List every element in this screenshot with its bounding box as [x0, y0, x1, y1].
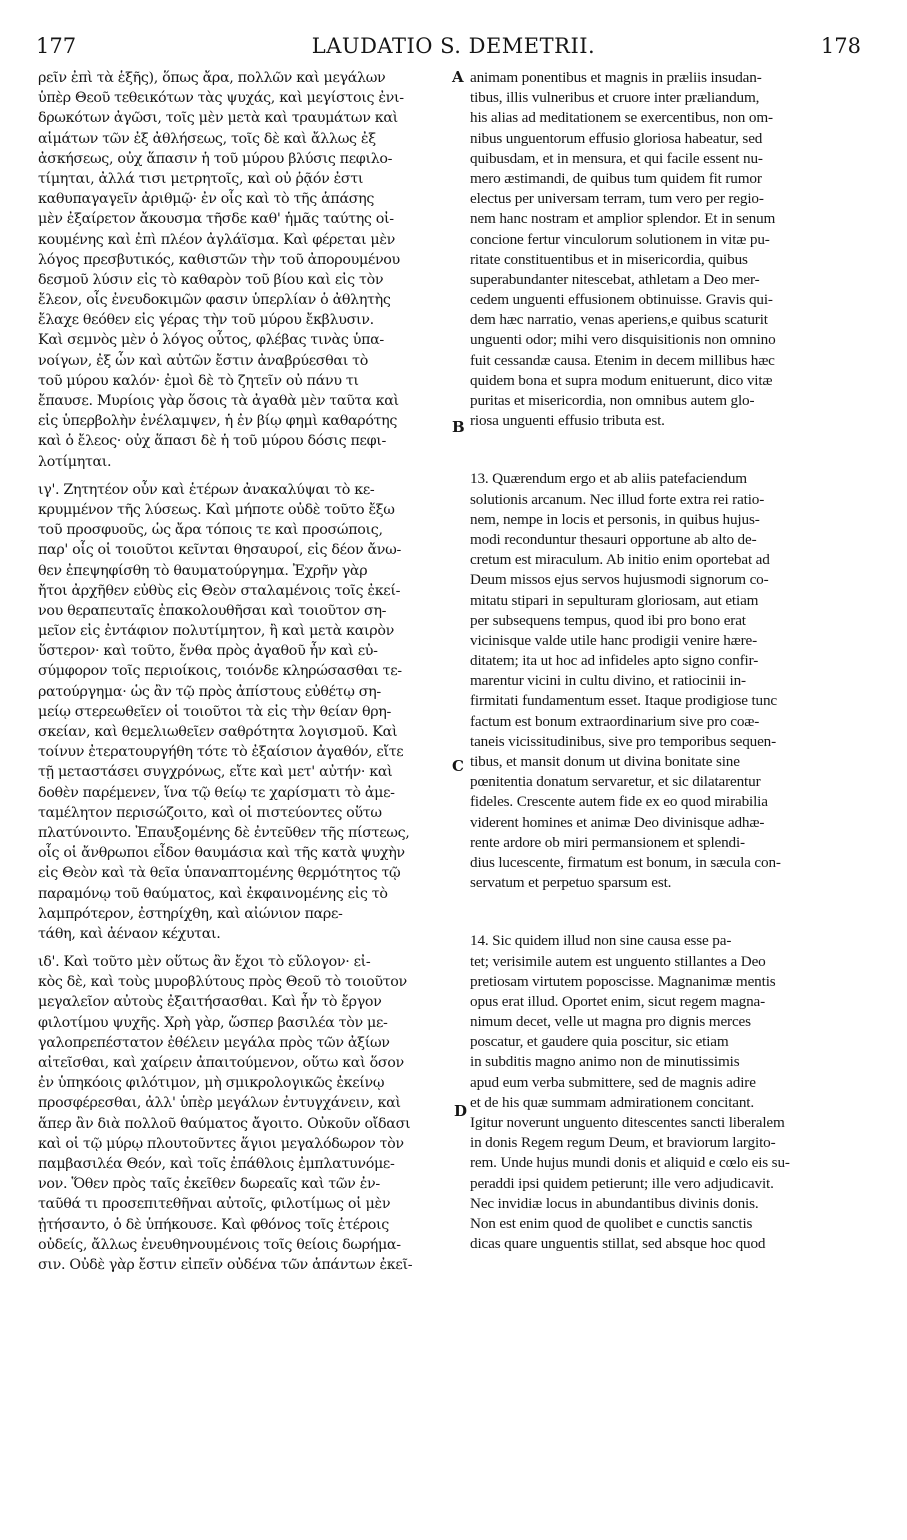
greek-text-line: τοῦ προσφυοῦς, ὡς ἄρα τόποις τε καὶ προσώποις,: [38, 522, 383, 539]
greek-text-line: ταῦθά τι προσεπιτεθῆναι αὐτοῖς, φιλοτίμως οἱ μὲν: [38, 1196, 391, 1213]
latin-text-line: solutionis arcanum. Nec illud forte extra rei ratio-: [470, 490, 765, 508]
latin-text-line: per subsequens tempus, quod ibi pro bono erat: [470, 611, 746, 629]
greek-text-line: καθυπαγαγεῖν ἀριθμῷ· ἐν οἷς καὶ τὸ τῆς ἁπάσης: [38, 191, 375, 208]
greek-text-line: ὑπὲρ Θεοῦ τεθεικότων τὰς ψυχάς, καὶ μεγίστοις ἐνι-: [38, 90, 404, 107]
greek-text-line: αἱμάτων τῶν ἐξ ἀθλήσεως, τοῖς δὲ καὶ ἄλλως ἐξ: [38, 130, 376, 147]
latin-column: [470, 68, 870, 1528]
latin-text-line: quidem bona et supra modum enituerunt, dico vitæ: [470, 371, 773, 389]
margin-marker-d: D: [454, 1102, 468, 1120]
greek-text-line: δοθὲν παρέμενεν, ἵνα τῷ θείῳ τε χαρίσματι τὸ ἀμε-: [38, 784, 395, 801]
latin-text-line: Nec invidiæ locus in abundantibus divinis donis.: [470, 1194, 759, 1212]
latin-text-line: his alias ad meditationem se exercentibus, non om-: [470, 109, 773, 127]
latin-text-line: nem hanc nostram et amplior splendor. Et in senum: [470, 210, 776, 228]
latin-text-line: cretum est miraculum. Ab initio enim oportebat ad: [470, 551, 770, 569]
greek-text-line: ὕστερον· καὶ τοῦτο, ἔνθα πρὸς ἀγαθοῦ ἦν καὶ εὐ-: [38, 643, 378, 660]
greek-text-line: Καὶ σεμνὸς μὲν ὁ λόγος οὗτος, φλέβας τινὰς ὑπα-: [38, 332, 384, 349]
greek-text-line: ιδ'. Καὶ τοῦτο μὲν οὕτως ἂν ἔχοι τὸ εὔλογον· εἰ-: [38, 954, 371, 971]
greek-text-line: νον. Ὅθεν πρὸς ταῖς ἐκεῖθεν δωρεαῖς καὶ τῶν ἐν-: [38, 1176, 380, 1193]
margin-marker-b: B: [452, 418, 465, 436]
latin-text-line: poscatur, et gaudere quia poscitur, sic etiam: [470, 1033, 729, 1051]
latin-paragraph-13: [470, 469, 870, 893]
page-number-left: 177: [36, 34, 77, 58]
greek-text-line: κουμένης καὶ ἐπὶ πλέον ἀγλάϊσμα. Καὶ φέρεται μὲν: [38, 231, 396, 248]
latin-text-line: fideles. Crescente autem fide ex eo quod mirabilia: [470, 793, 768, 811]
latin-text-line: concione fertur vinculorum solutionem in vitæ pu-: [470, 230, 770, 248]
latin-text-line: riosa unguenti effusio tributa est.: [470, 412, 665, 430]
latin-text-line: in donis Regem regum Deum, et braviorum largito-: [470, 1134, 776, 1152]
greek-text-line: παρ' οἷς οἱ τοιοῦτοι κεῖνται θησαυροί, εἰς δέον ἄνω-: [38, 542, 401, 559]
latin-text-line: nibus unguentorum effusio gloriosa habeatur, sed: [470, 129, 763, 147]
greek-text-line: ρεῖν ἐπὶ τὰ ἑξῆς), ὅπως ἄρα, πολλῶν καὶ μεγάλων: [38, 70, 386, 86]
latin-text-line: mitatu stipari in sepulturam gloriosam, aut etiam: [470, 591, 759, 609]
greek-text-line: λόγος πρεσβυτικός, καθιστῶν τὴν τοῦ ἀπορουμένου: [38, 251, 400, 268]
greek-column: [38, 68, 458, 1528]
running-header: [0, 30, 907, 64]
latin-text-line: tibus, illis vulneribus et cruore inter præliandum,: [470, 89, 760, 107]
latin-text-line: 13. Quærendum ergo et ab aliis patefaciendum: [470, 470, 747, 488]
latin-text-line: cedem unguenti effusionem obtinuisse. Gravis qui-: [470, 291, 773, 309]
latin-text-line: tet; verisimile autem est unguento stillantes a Deo: [470, 952, 766, 970]
greek-text-line: καὶ οἱ τῷ μύρῳ πλουτοῦντες ἅγιοι μεγαλόδωρον τὸν: [38, 1135, 404, 1152]
latin-text-line: superabundanter nitescebat, athletam a Deo mer-: [470, 270, 760, 288]
latin-text-line: puritas et misericordia, non omnibus autem glo-: [470, 392, 755, 409]
latin-text-line: dius lucescente, firmatum est bonum, in sæcula con-: [470, 853, 781, 871]
greek-text-line: εἰς Θεὸν καὶ τὰ θεῖα ὑπαναπτομένης θερμότητος τῷ: [38, 865, 401, 882]
greek-text-line: προσφέρεσθαι, ἀλλ' ὑπὲρ μεγάλων ἐντυγχάνειν, καὶ: [38, 1095, 401, 1112]
latin-text-line: servatum et perpetuo sparsum est.: [470, 874, 672, 892]
greek-text-line: θεν ἐπεψηφίσθη τὸ θαυματούργημα. Ἐχρῆν γὰρ: [38, 562, 368, 579]
latin-text-line: viderent homines et animæ Deo divinisque adhæ-: [470, 813, 765, 831]
greek-text-line: ἀσκήσεως, οὐχ ἅπασιν ἡ τοῦ μύρου βλύσις πεφιλο-: [38, 150, 393, 167]
latin-text-line: ditatem; ita ut hoc ad infideles apto signo confir-: [470, 652, 759, 670]
latin-text-line: unguenti odor; mihi vero disquisitionis non omnino: [470, 331, 776, 349]
greek-text-line: νου θεραπευταῖς ἐπακολουθῆσαι καὶ τοιοῦτον ση-: [38, 602, 387, 619]
greek-text-line: κρυμμένον τῆς λύσεως. Καὶ μήποτε οὐδὲ τοῦτο ἔξω: [38, 501, 395, 518]
latin-text-line: rem. Unde hujus mundi donis et aliquid e cœlo eis su-: [470, 1154, 790, 1172]
latin-text-line: opus erat illud. Oportet enim, sicut regem magna-: [470, 992, 766, 1010]
greek-text-line: σύμφορον τοῖς περιοίκοις, τοιόνδε κληρώσασθαι τε-: [38, 663, 402, 680]
greek-text-line: ιγ'. Ζητητέον οὖν καὶ ἑτέρων ἀνακαλύψαι τὸ κε-: [38, 481, 375, 498]
greek-text-line: νοίγων, ἐξ ὧν καὶ αὐτῶν ἔστιν ἀναβρύεσθαι τὸ: [38, 352, 369, 369]
margin-marker-a: A: [452, 68, 464, 86]
latin-text-line: et de his quæ summam admirationem concitant.: [470, 1093, 755, 1111]
greek-text-line: οὐδείς, ἄλλως ἐνευθηνουμένοις τοῖς θείοις δωρήμα-: [38, 1236, 401, 1253]
latin-paragraph-14: [470, 931, 870, 1254]
greek-text-line: πλατύνοιντο. Ἐπαυξομένης δὲ ἐντεῦθεν τῆς πίστεως,: [38, 824, 410, 841]
latin-text-line: modi reconduntur thesauri opportune ab alto de-: [470, 530, 757, 548]
greek-text-line: ἔλαχε θεόθεν εἰς γέρας τὴν τοῦ μύρου ἔκβλυσιν.: [38, 312, 374, 329]
greek-text-line: ρατούργημα· ὡς ἂν τῷ πρὸς ἀπίστους εὐθέτῳ ση-: [38, 683, 381, 700]
greek-text-line: παμβασιλέα Θεόν, καὶ τοῖς ἐπάθλοις ἐμπλατυνόμε-: [38, 1155, 395, 1172]
latin-text-line: quibusdam, et in mensura, et qui facile essent nu-: [470, 149, 763, 167]
latin-text-line: vicinisque valde utile hanc prodigii venire hære-: [470, 631, 758, 649]
latin-text-line: nimum decet, velle ut magna pro dignis merces: [470, 1013, 751, 1031]
latin-text-line: mero æstimandi, de quibus tum quidem fit rumor: [470, 169, 762, 187]
latin-text-line: Deum missos ejus servos hujusmodi signorum co-: [470, 571, 769, 589]
latin-text-line: nem, nempe in locis et personis, in quibus hujus-: [470, 510, 760, 528]
latin-text-line: in subditis magno animo non de minutissimis: [470, 1053, 740, 1071]
latin-text-line: tibus, et mansit donum ut divina bonitate sine: [470, 753, 740, 770]
greek-text-line: λοτίμηται.: [38, 453, 112, 470]
latin-text-line: 14. Sic quidem illud non sine causa esse pa-: [470, 932, 732, 950]
latin-text-line: apud eum verba submittere, sed de magnis adire: [470, 1073, 756, 1091]
greek-text-line: φιλοτίμου ψυχῆς. Χρὴ γὰρ, ὥσπερ βασιλέα τὸν με-: [38, 1014, 388, 1031]
greek-text-line: ταμέλητον περισώζοιτο, καὶ οἱ πιστεύοντες οὕτω: [38, 804, 382, 821]
latin-paragraph: [470, 68, 870, 431]
greek-text-line: τοίνυν ἐτερατουργήθη τότε τὸ ἐξαίσιον ἀγαθόν, εἴτε: [38, 744, 404, 761]
latin-text-line: marentur vicini in cultu divino, et ratiocinii in-: [470, 672, 746, 690]
greek-text-line: ᾐτήσαντο, ὁ δὲ ὑπήκουσε. Καὶ φθόνος τοῖς ἑτέροις: [38, 1216, 389, 1233]
latin-text-line: pœnitentia donatum servaretur, et sic dilatarentur: [470, 773, 761, 791]
greek-text-line: ἔλεον, οἷς ἐνευδοκιμῶν φασιν ὑπερλίαν ὁ ἀθλητὴς: [38, 292, 391, 309]
latin-text-line: pretiosam virtutem poposcisse. Magnanimæ mentis: [470, 972, 776, 990]
greek-text-line: σιν. Οὐδὲ γὰρ ἔστιν εἰπεῖν οὐδένα τῶν ἁπάντων ἐκεῖ-: [38, 1256, 413, 1273]
latin-text-line: Igitur noverunt unguento ditescentes sancti liberalem: [470, 1114, 785, 1131]
greek-text-line: γαλοπρεπέστατον ἐθέλειν μεγάλα πρὸς τῶν ἀξίων: [38, 1034, 390, 1051]
greek-text-line: εἰς ὑπερβολὴν ἐνέλαμψεν, ἡ ἐν βίῳ φημὶ καθαρότης: [38, 413, 398, 430]
latin-text-line: fuit cessandæ causa. Etenim in decem millibus hæc: [470, 351, 775, 369]
greek-text-line: κὸς δὲ, καὶ τοὺς μυροβλύτους πρὸς Θεοῦ τὸ τοιοῦτον: [38, 974, 407, 991]
greek-text-line: μὲν ἐξαίρετον ἄκουσμα τῆσδε καθ' ἡμᾶς ταύτης οἰ-: [38, 211, 394, 228]
latin-text-line: Non est enim quod de quolibet e cunctis sanctis: [470, 1214, 753, 1232]
greek-text-line: δρωκότων ἀγῶσι, τοῖς μὲν μετὰ καὶ τραυμάτων καὶ: [38, 110, 398, 127]
greek-text-line: παραμόνῳ τοῦ θαύματος, καὶ ἐκφαινομένης εἰς τὸ: [38, 885, 388, 902]
greek-paragraph-13: [38, 480, 458, 944]
latin-text-line: dicas quare unguentis stillat, sed absque hoc quod: [470, 1235, 766, 1253]
greek-text-line: ἅπερ ἂν διὰ πολλοῦ θαύματος ἄγοιτο. Οὐκοῦν οἴδασι: [38, 1115, 411, 1132]
greek-text-line: μείῳ στερεωθεῖεν οἱ τοιοῦτοι τὰ εἰς τὴν θείαν θρη-: [38, 703, 391, 720]
greek-text-line: τοῦ μύρου καλόν· ἐμοὶ δὲ τὸ ζητεῖν οὐ πάνυ τι: [38, 372, 359, 389]
latin-text-line: electus per universam terram, tum vero per regio-: [470, 190, 764, 208]
latin-text-line: dem hæc narratio, venas aperiens,e quibus scaturit: [470, 311, 768, 329]
margin-marker-c: C: [452, 757, 464, 775]
greek-text-line: καὶ ὁ ἔλεος· οὐχ ἅπασι δὲ ἡ τοῦ μύρου δόσις πεφι-: [38, 433, 387, 450]
greek-text-line: δεσμοῦ λύσιν εἰς τὸ καθαρὸν τοῦ βίου καὶ εἰς τὸν: [38, 271, 384, 288]
greek-paragraph-14: [38, 952, 458, 1275]
latin-text-line: factum est bonum extraordinarium sive pro coæ-: [470, 712, 760, 730]
greek-text-line: μεῖον εἰς ἐντάφιον πολυτίμητον, ἢ καὶ μετὰ καιρὸν: [38, 623, 394, 640]
page-number-right: 178: [820, 34, 861, 58]
latin-text-line: ritate constituentibus et in misericordia, quibus: [470, 250, 748, 268]
greek-text-line: σκείαν, καὶ θεμελιωθεῖεν σαθρότητα λογισμοῦ. Καὶ: [38, 724, 398, 740]
greek-text-line: τῇ μεταστάσει συγχρόνως, εἴτε καὶ μετ' αὐτήν· καὶ: [38, 764, 393, 781]
greek-text-line: τίμηται, ἀλλά τισι μετρητοῖς, καὶ οὐ ῥᾷόν ἐστι: [38, 170, 364, 187]
latin-text-line: taneis vicissitudinibus, sive pro temporibus sequen-: [470, 732, 777, 750]
latin-text-line: peraddi ipsi quidem petierunt; ille vero adjudicavit.: [470, 1174, 774, 1192]
latin-text-line: firmitati fundamentum esset. Itaque prodigiose tunc: [470, 692, 777, 710]
latin-text-line: rente ardore ob miri permansionem et splendi-: [470, 833, 745, 851]
greek-paragraph: [38, 68, 458, 472]
greek-text-line: λαμπρότερον, ἐστηρίχθη, καὶ αἰώνιον παρε-: [38, 905, 343, 922]
greek-text-line: τάθη, καὶ ἀέναον κέχυται.: [38, 925, 221, 942]
greek-text-line: αἰτεῖσθαι, καὶ χαίρειν ἀπαιτούμενον, οὕτω καὶ ὅσον: [38, 1055, 404, 1071]
greek-text-line: ἔπαυσε. Μυρίοις γὰρ ὅσοις τὰ ἀγαθὰ μὲν ταῦτα καὶ: [38, 393, 399, 409]
greek-text-line: οἷς οἱ ἄνθρωποι εἶδον θαυμάσια καὶ τῆς κατὰ ψυχὴν: [38, 845, 405, 862]
latin-text-line: animam ponentibus et magnis in præliis insudan-: [470, 69, 762, 86]
running-title: LAUDATIO S. DEMETRII.: [311, 34, 596, 58]
greek-text-line: ἐν ὑπηκόοις φιλότιμον, μὴ σμικρολογικῶς ἐκείνῳ: [38, 1075, 385, 1092]
greek-text-line: ἤτοι ἀρχῆθεν εὐθὺς εἰς Θεὸν σταλαμένοις τοῖς ἐκεί-: [38, 582, 401, 599]
greek-text-line: μεγαλεῖον αὐτοὺς ἐξαιτήσασθαι. Καὶ ἦν τὸ ἔργον: [38, 994, 382, 1011]
